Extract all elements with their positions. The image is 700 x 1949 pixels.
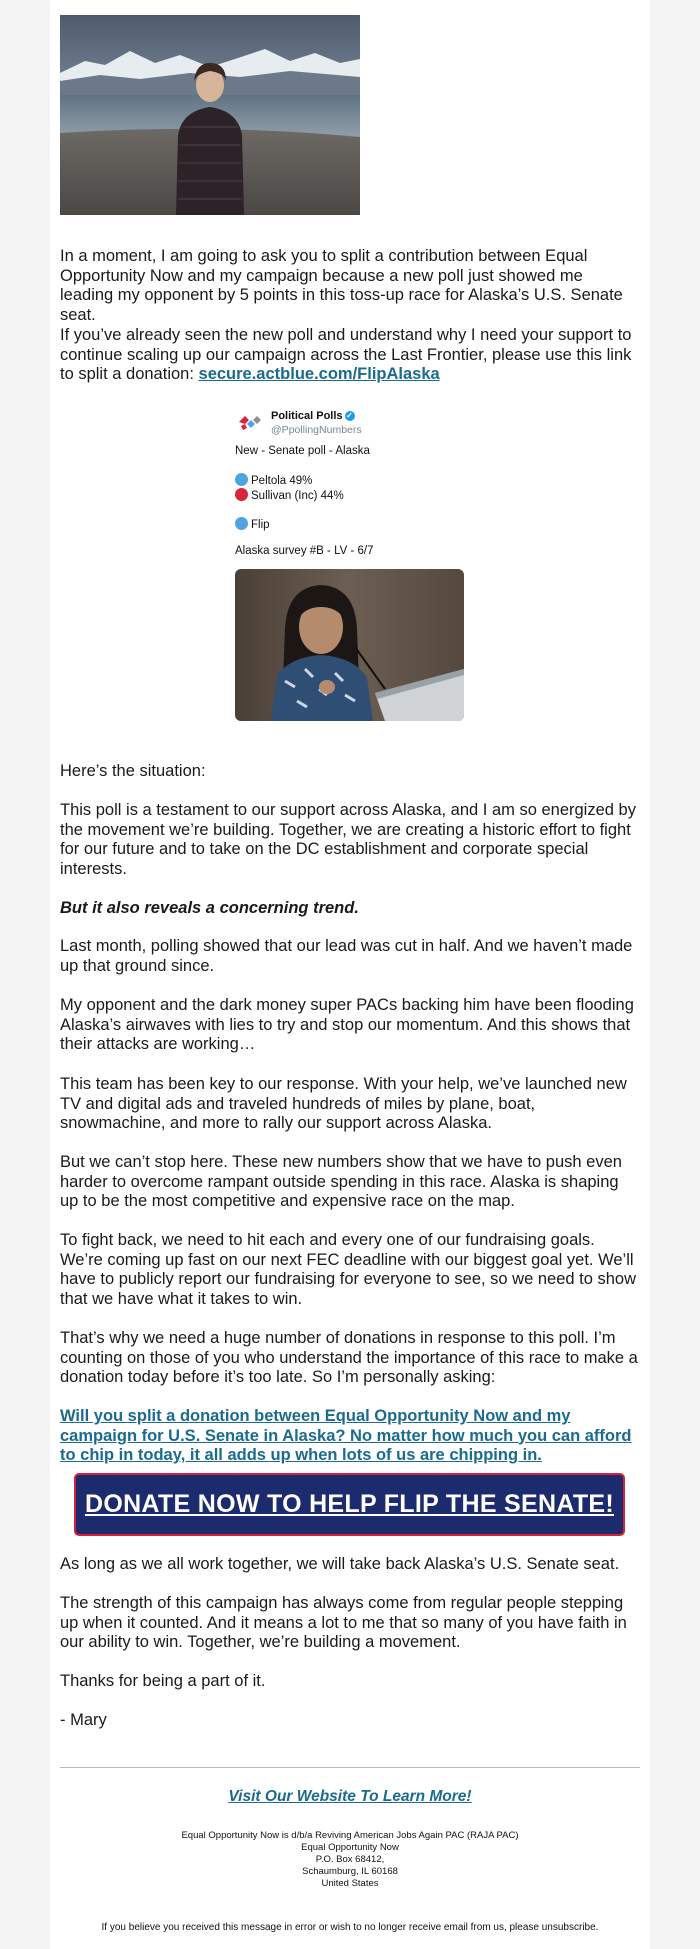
footer-city: Schaumburg, IL 60168 — [302, 1866, 398, 1877]
tweet-option-peltola-text: Peltola 49% — [251, 475, 313, 487]
tweet-account-name — [271, 410, 355, 422]
tweet-account-handle: @PpollingNumbers — [271, 424, 362, 436]
visit-website-link[interactable]: Visit Our Website To Learn More! — [228, 1788, 472, 1805]
paragraph-intro: In a moment, I am going to ask you to split a contribution between Equal Opportunity Now and my campaign because a new poll just showed me leading my opponent by 5 points in this toss-up race for Alaska’s U.S. Senate seat. — [60, 247, 623, 324]
paragraph-ask — [60, 1407, 640, 1466]
paragraph-signature: - Mary — [60, 1711, 107, 1729]
blue-circle-icon — [235, 517, 248, 530]
paragraph-fight-back: To fight back, we need to hit each and every one of our fundraising goals. We’re coming up fast on our next FEC deadline with our biggest goal yet. We’ll have to publicly report our fundraising for everyone to see, so we need to show that we have what it takes to win. — [60, 1231, 637, 1308]
footer-country: United States — [321, 1878, 379, 1889]
paragraph-testament: This poll is a testament to our support across Alaska, and I am so energized by the movement we’re building. Together, we are creating a historic effort to fight for our future and to take on the DC establishment and corporate special interests. — [60, 801, 636, 878]
paragraph-thanks: Thanks for being a part of it. — [60, 1672, 266, 1690]
paragraph-opponent: My opponent and the dark money super PACs backing him have been flooding Alaska’s airwaves with lies to try and stop our momentum. And this shows that their attacks are working… — [60, 996, 634, 1053]
footer-disclaimer: Equal Opportunity Now is d/b/a Reviving American Jobs Again PAC (RAJA PAC) — [181, 1830, 519, 1841]
tweet-headline: New - Senate poll - Alaska — [235, 445, 370, 457]
footer-org-name: Equal Opportunity Now — [301, 1842, 399, 1853]
donate-button[interactable] — [74, 1473, 625, 1536]
paragraph-donations: That’s why we need a huge number of donations in response to this poll. I’m counting on those of you who understand the importance of this race to make a donation today before it’s too late. So I’m personally asking: — [60, 1329, 638, 1386]
donate-button-label: DONATE NOW TO HELP FLIP THE SENATE! — [84, 1490, 615, 1518]
embedded-tweet — [235, 408, 475, 726]
paragraph-team: This team has been key to our response. With your help, we’ve launched new TV and digital ads and traveled hundreds of miles by plane, boat, snowmachine, and more to rally our support across Alaska. — [60, 1075, 627, 1132]
blue-circle-icon — [235, 473, 248, 486]
hero-photo — [60, 15, 360, 215]
split-donation-link[interactable]: Will you split a donation between Equal Opportunity Now and my campaign for U.S. Senate in Alaska? No matter how much you can afford to chip in today, it all adds up when lots of us are chipping in. — [60, 1407, 632, 1464]
tweet-option-sullivan-text: Sullivan (Inc) 44% — [251, 490, 344, 502]
paragraph-strength: The strength of this campaign has always come from regular people stepping up when it counted. And it means a lot to me that so many of you have faith in our ability to win. Together, we’re building a movement. — [60, 1594, 627, 1651]
tweet-option-peltola — [235, 473, 312, 487]
footer-po-box: P.O. Box 68412, — [315, 1854, 385, 1865]
paragraph-last-month: Last month, polling showed that our lead was cut in half. And we haven’t made up that ground since. — [60, 937, 633, 975]
tweet-survey-label: Alaska survey #B - LV - 6/7 — [235, 545, 374, 557]
footer-divider — [60, 1767, 640, 1768]
tweet-option-sullivan — [235, 488, 344, 502]
paragraph-take-back: As long as we all work together, we will take back Alaska’s U.S. Senate seat. — [60, 1555, 620, 1573]
tweet-option-flip-text: Flip — [251, 519, 270, 531]
paragraph-link-intro-text: If you’ve already seen the new poll and understand why I need your support to continue scaling up our campaign across the Last Frontier, please use this link to split a donation: — [60, 326, 632, 383]
paragraph-push-harder: But we can’t stop here. These new numbers show that we have to push even harder to overcome rampant outside spending in this race. Alaska is shaping up to be the most competitive and expensive race on the map. — [60, 1153, 622, 1210]
paragraph-situation: Here’s the situation: — [60, 762, 206, 780]
paragraph-link-intro — [60, 326, 640, 385]
email-body — [50, 0, 650, 1949]
verified-badge-icon: ✓ — [346, 411, 353, 421]
tweet-account-name-text: Political Polls — [271, 410, 343, 422]
tweet-option-flip — [235, 517, 270, 531]
tweet-photo — [235, 569, 464, 721]
actblue-link[interactable]: secure.actblue.com/FlipAlaska — [198, 365, 440, 383]
political-polls-logo-icon — [237, 412, 263, 432]
footer-unsubscribe-notice[interactable]: If you believe you received this message in error or wish to no longer receive email from us, please unsubscribe. — [101, 1922, 599, 1933]
paragraph-concerning-trend: But it also reveals a concerning trend. — [60, 899, 359, 917]
red-circle-icon — [235, 488, 248, 501]
